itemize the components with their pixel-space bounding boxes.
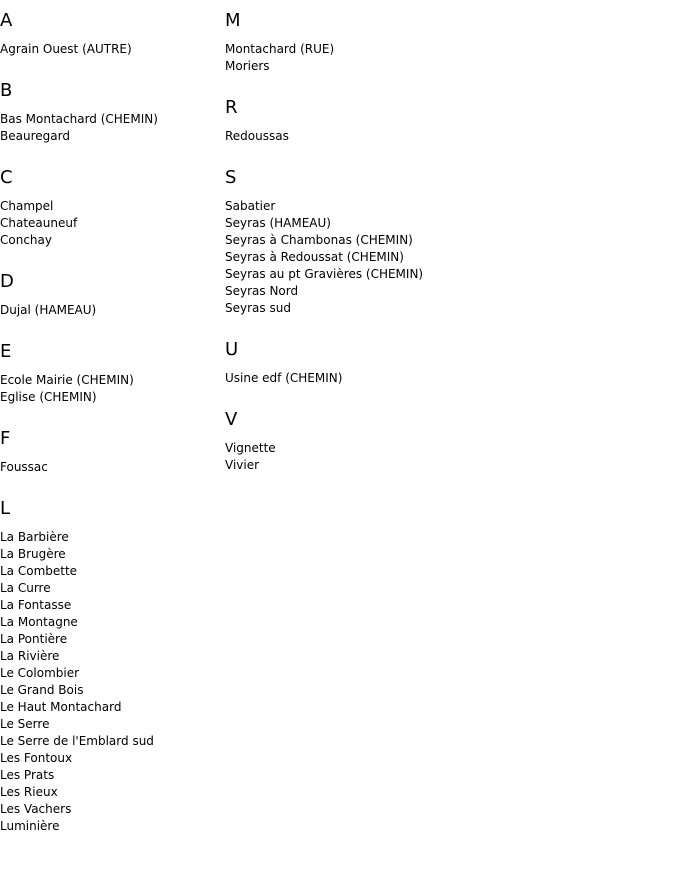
list-item: Les Rieux xyxy=(0,785,58,799)
list-item: Seyras au pt Gravières (CHEMIN) xyxy=(225,267,424,281)
list-item: Seyras sud xyxy=(225,301,291,315)
right-column xyxy=(225,10,665,496)
letter-group-l xyxy=(0,498,220,835)
letter-heading: E xyxy=(0,341,12,362)
list-item: Conchay xyxy=(0,233,52,247)
entry-list xyxy=(225,41,665,75)
entry-list xyxy=(0,372,220,406)
entry-list xyxy=(225,128,665,145)
list-item: Moriers xyxy=(225,59,270,73)
list-item: Vivier xyxy=(225,458,260,472)
letter-heading: C xyxy=(0,167,13,188)
entry-list xyxy=(225,370,665,387)
list-item: Dujal (HAMEAU) xyxy=(0,303,97,317)
list-item: Les Prats xyxy=(0,768,55,782)
letter-heading: L xyxy=(0,498,11,519)
list-item: Eglise (CHEMIN) xyxy=(0,390,97,404)
letter-group-c xyxy=(0,167,220,249)
list-item: Le Colombier xyxy=(0,666,80,680)
list-item: La Brugère xyxy=(0,547,66,561)
letter-heading: R xyxy=(225,97,238,118)
list-item: La Rivière xyxy=(0,649,60,663)
letter-group-f xyxy=(0,428,220,476)
list-item: Ecole Mairie (CHEMIN) xyxy=(0,373,134,387)
entry-list xyxy=(0,41,220,58)
list-item: La Montagne xyxy=(0,615,78,629)
letter-heading: M xyxy=(225,10,241,31)
list-item: La Curre xyxy=(0,581,51,595)
letter-heading: A xyxy=(0,10,13,31)
letter-group-r xyxy=(225,97,665,145)
list-item: Agrain Ouest (AUTRE) xyxy=(0,42,132,56)
letter-group-s xyxy=(225,167,665,317)
entry-list xyxy=(0,459,220,476)
entry-list xyxy=(0,529,220,835)
letter-heading: V xyxy=(225,409,238,430)
list-item: La Combette xyxy=(0,564,78,578)
list-item: Le Serre de l'Emblard sud xyxy=(0,734,154,748)
letter-heading: U xyxy=(225,339,239,360)
list-item: Les Fontoux xyxy=(0,751,73,765)
list-item: Luminière xyxy=(0,819,60,833)
letter-group-v xyxy=(225,409,665,474)
left-column xyxy=(0,10,220,857)
letter-group-m xyxy=(225,10,665,75)
list-item: Champel xyxy=(0,199,54,213)
list-item: Seyras Nord xyxy=(225,284,299,298)
list-item: La Barbière xyxy=(0,530,69,544)
list-item: La Pontière xyxy=(0,632,68,646)
list-item: Seyras (HAMEAU) xyxy=(225,216,331,230)
letter-group-b xyxy=(0,80,220,145)
list-item: La Fontasse xyxy=(0,598,72,612)
list-item: Le Haut Montachard xyxy=(0,700,122,714)
letter-heading: S xyxy=(225,167,237,188)
list-item: Les Vachers xyxy=(0,802,72,816)
list-item: Seyras à Chambonas (CHEMIN) xyxy=(225,233,413,247)
list-item: Seyras à Redoussat (CHEMIN) xyxy=(225,250,404,264)
letter-group-a xyxy=(0,10,220,58)
list-item: Usine edf (CHEMIN) xyxy=(225,371,343,385)
entry-list xyxy=(0,198,220,249)
letter-group-d xyxy=(0,271,220,319)
list-item: Redoussas xyxy=(225,129,289,143)
list-item: Sabatier xyxy=(225,199,276,213)
letter-heading: B xyxy=(0,80,13,101)
entry-list xyxy=(0,302,220,319)
letter-group-e xyxy=(0,341,220,406)
letter-heading: F xyxy=(0,428,11,449)
entry-list xyxy=(225,440,665,474)
letter-heading: D xyxy=(0,271,14,292)
entry-list xyxy=(225,198,665,317)
entry-list xyxy=(0,111,220,145)
list-item: Vignette xyxy=(225,441,276,455)
list-item: Le Grand Bois xyxy=(0,683,84,697)
letter-group-u xyxy=(225,339,665,387)
list-item: Le Serre xyxy=(0,717,50,731)
list-item: Montachard (RUE) xyxy=(225,42,335,56)
list-item: Chateauneuf xyxy=(0,216,78,230)
list-item: Bas Montachard (CHEMIN) xyxy=(0,112,158,126)
list-item: Foussac xyxy=(0,460,48,474)
list-item: Beauregard xyxy=(0,129,70,143)
